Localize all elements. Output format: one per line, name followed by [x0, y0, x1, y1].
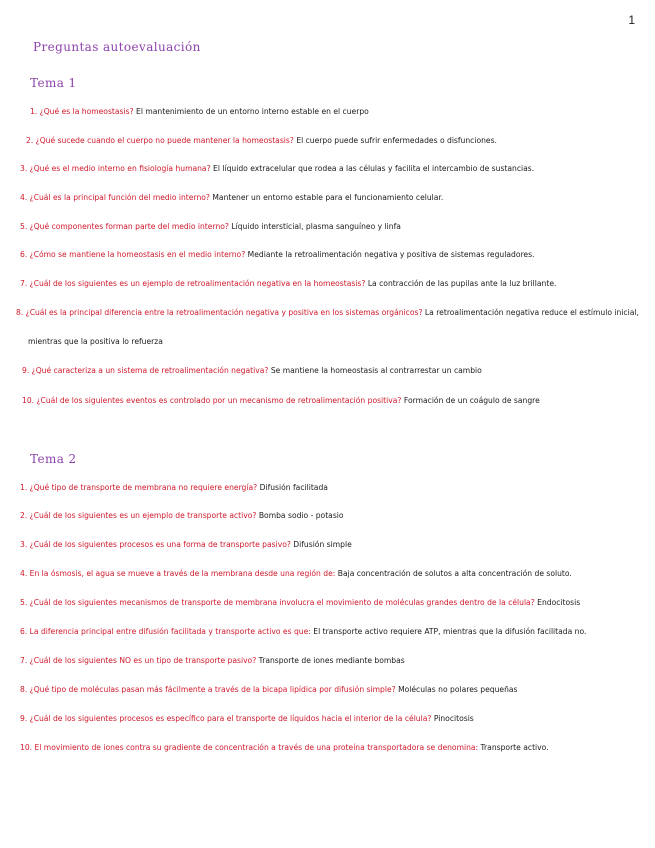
question-text: 2. ¿Cuál de los siguientes es un ejemplo de transporte activo? [20, 511, 257, 520]
question-text: 10. ¿Cuál de los siguientes eventos es controlado por un mecanismo de retroalimentación positiva? [22, 396, 402, 405]
tema2-heading: Tema 2 [30, 452, 77, 466]
answer-text: Pinocitosis [433, 714, 474, 723]
answer-text: Transporte activo. [480, 743, 549, 752]
tema2-question-3 [20, 540, 641, 550]
question-text: 8. ¿Qué tipo de moléculas pasan más fácilmente a través de la bicapa lipídica por difusión simple? [20, 685, 396, 694]
answer-text: Formación de un coágulo de sangre [403, 396, 540, 405]
tema1-heading: Tema 1 [30, 76, 77, 90]
answer-text: El mantenimiento de un entorno interno estable en el cuerpo [136, 107, 369, 116]
tema2-question-9 [20, 714, 641, 724]
question-text: 6. La diferencia principal entre difusión facilitada y transporte activo es que: [20, 627, 311, 636]
question-text: 4. ¿Cuál es la principal función del medio interno? [20, 193, 210, 202]
tema1-question-6 [20, 250, 641, 260]
tema2-question-10 [20, 743, 641, 753]
answer-text: El líquido extracelular que rodea a las células y facilita el intercambio de sustancias. [213, 164, 535, 173]
answer-text: La contracción de las pupilas ante la luz brillante. [367, 279, 557, 288]
answer-text: Mediante la retroalimentación negativa y positiva de sistemas reguladores. [247, 250, 535, 259]
tema1-question-3 [20, 164, 641, 174]
tema1-question-2 [26, 136, 641, 146]
answer-text: Difusión facilitada [259, 483, 328, 492]
question-text: 6. ¿Cómo se mantiene la homeostasis en el medio interno? [20, 250, 246, 259]
question-text: 4. En la ósmosis, el agua se mueve a través de la membrana desde una región de: [20, 569, 336, 578]
answer-text: Transporte de iones mediante bombas [258, 656, 405, 665]
answer-text: Moléculas no polares pequeñas [398, 685, 518, 694]
tema1-question-1 [30, 107, 641, 117]
question-text: 8. ¿Cuál es la principal diferencia entre la retroalimentación negativa y positiva en los sistemas orgánicos? [16, 308, 423, 317]
question-text: 1. ¿Qué es la homeostasis? [30, 107, 134, 116]
question-text: 2. ¿Qué sucede cuando el cuerpo no puede mantener la homeostasis? [26, 136, 294, 145]
answer-text: Bomba sodio - potasio [258, 511, 344, 520]
tema1-question-8 [16, 308, 641, 318]
tema1-question-10 [22, 396, 641, 406]
answer-text: El transporte activo requiere ATP, mientras que la difusión facilitada no. [313, 627, 587, 636]
tema2-question-8 [20, 685, 641, 695]
answer-text: Mantener un entorno estable para el funcionamiento celular. [212, 193, 444, 202]
answer-text: Difusión simple [293, 540, 352, 549]
answer-text: Endocitosis [537, 598, 581, 607]
answer-continuation: mientras que la positiva lo refuerza [28, 337, 163, 346]
question-text: 3. ¿Qué es el medio interno en fisiología humana? [20, 164, 211, 173]
answer-text: El cuerpo puede sufrir enfermedades o disfunciones. [296, 136, 497, 145]
question-text: 5. ¿Cuál de los siguientes mecanismos de transporte de membrana involucra el movimiento de moléculas grandes dentro de la célula? [20, 598, 535, 607]
page-number: 1 [628, 13, 635, 27]
tema2-question-4 [20, 569, 641, 579]
tema2-question-5 [20, 598, 641, 608]
question-text: 1. ¿Qué tipo de transporte de membrana no requiere energía? [20, 483, 258, 492]
answer-text: La retroalimentación negativa reduce el estímulo inicial, [424, 308, 639, 317]
question-text: 10. El movimiento de iones contra su gradiente de concentración a través de una proteína transportadora se denomina: [20, 743, 479, 752]
tema2-question-7 [20, 656, 641, 666]
question-text: 3. ¿Cuál de los siguientes procesos es una forma de transporte pasivo? [20, 540, 291, 549]
tema2-question-2 [20, 511, 641, 521]
tema1-question-4 [20, 193, 641, 203]
answer-text: Se mantiene la homeostasis al contrarrestar un cambio [270, 366, 482, 375]
question-text: 5. ¿Qué componentes forman parte del medio interno? [20, 222, 229, 231]
page-title: Preguntas autoevaluación [33, 40, 201, 54]
question-text: 7. ¿Cuál de los siguientes es un ejemplo de retroalimentación negativa en la homeostasis? [20, 279, 366, 288]
answer-text: Baja concentración de solutos a alta concentración de soluto. [337, 569, 572, 578]
answer-text: Líquido intersticial, plasma sanguíneo y linfa [231, 222, 401, 231]
question-text: 7. ¿Cuál de los siguientes NO es un tipo de transporte pasivo? [20, 656, 257, 665]
tema1-question-7 [20, 279, 641, 289]
question-text: 9. ¿Cuál de los siguientes procesos es específico para el transporte de líquidos hacia el interior de la célula? [20, 714, 432, 723]
tema2-question-1 [20, 483, 641, 493]
question-text: 9. ¿Qué caracteriza a un sistema de retroalimentación negativa? [22, 366, 269, 375]
tema1-question-9 [22, 366, 641, 376]
tema1-question-5 [20, 222, 641, 232]
tema2-question-6 [20, 627, 641, 637]
